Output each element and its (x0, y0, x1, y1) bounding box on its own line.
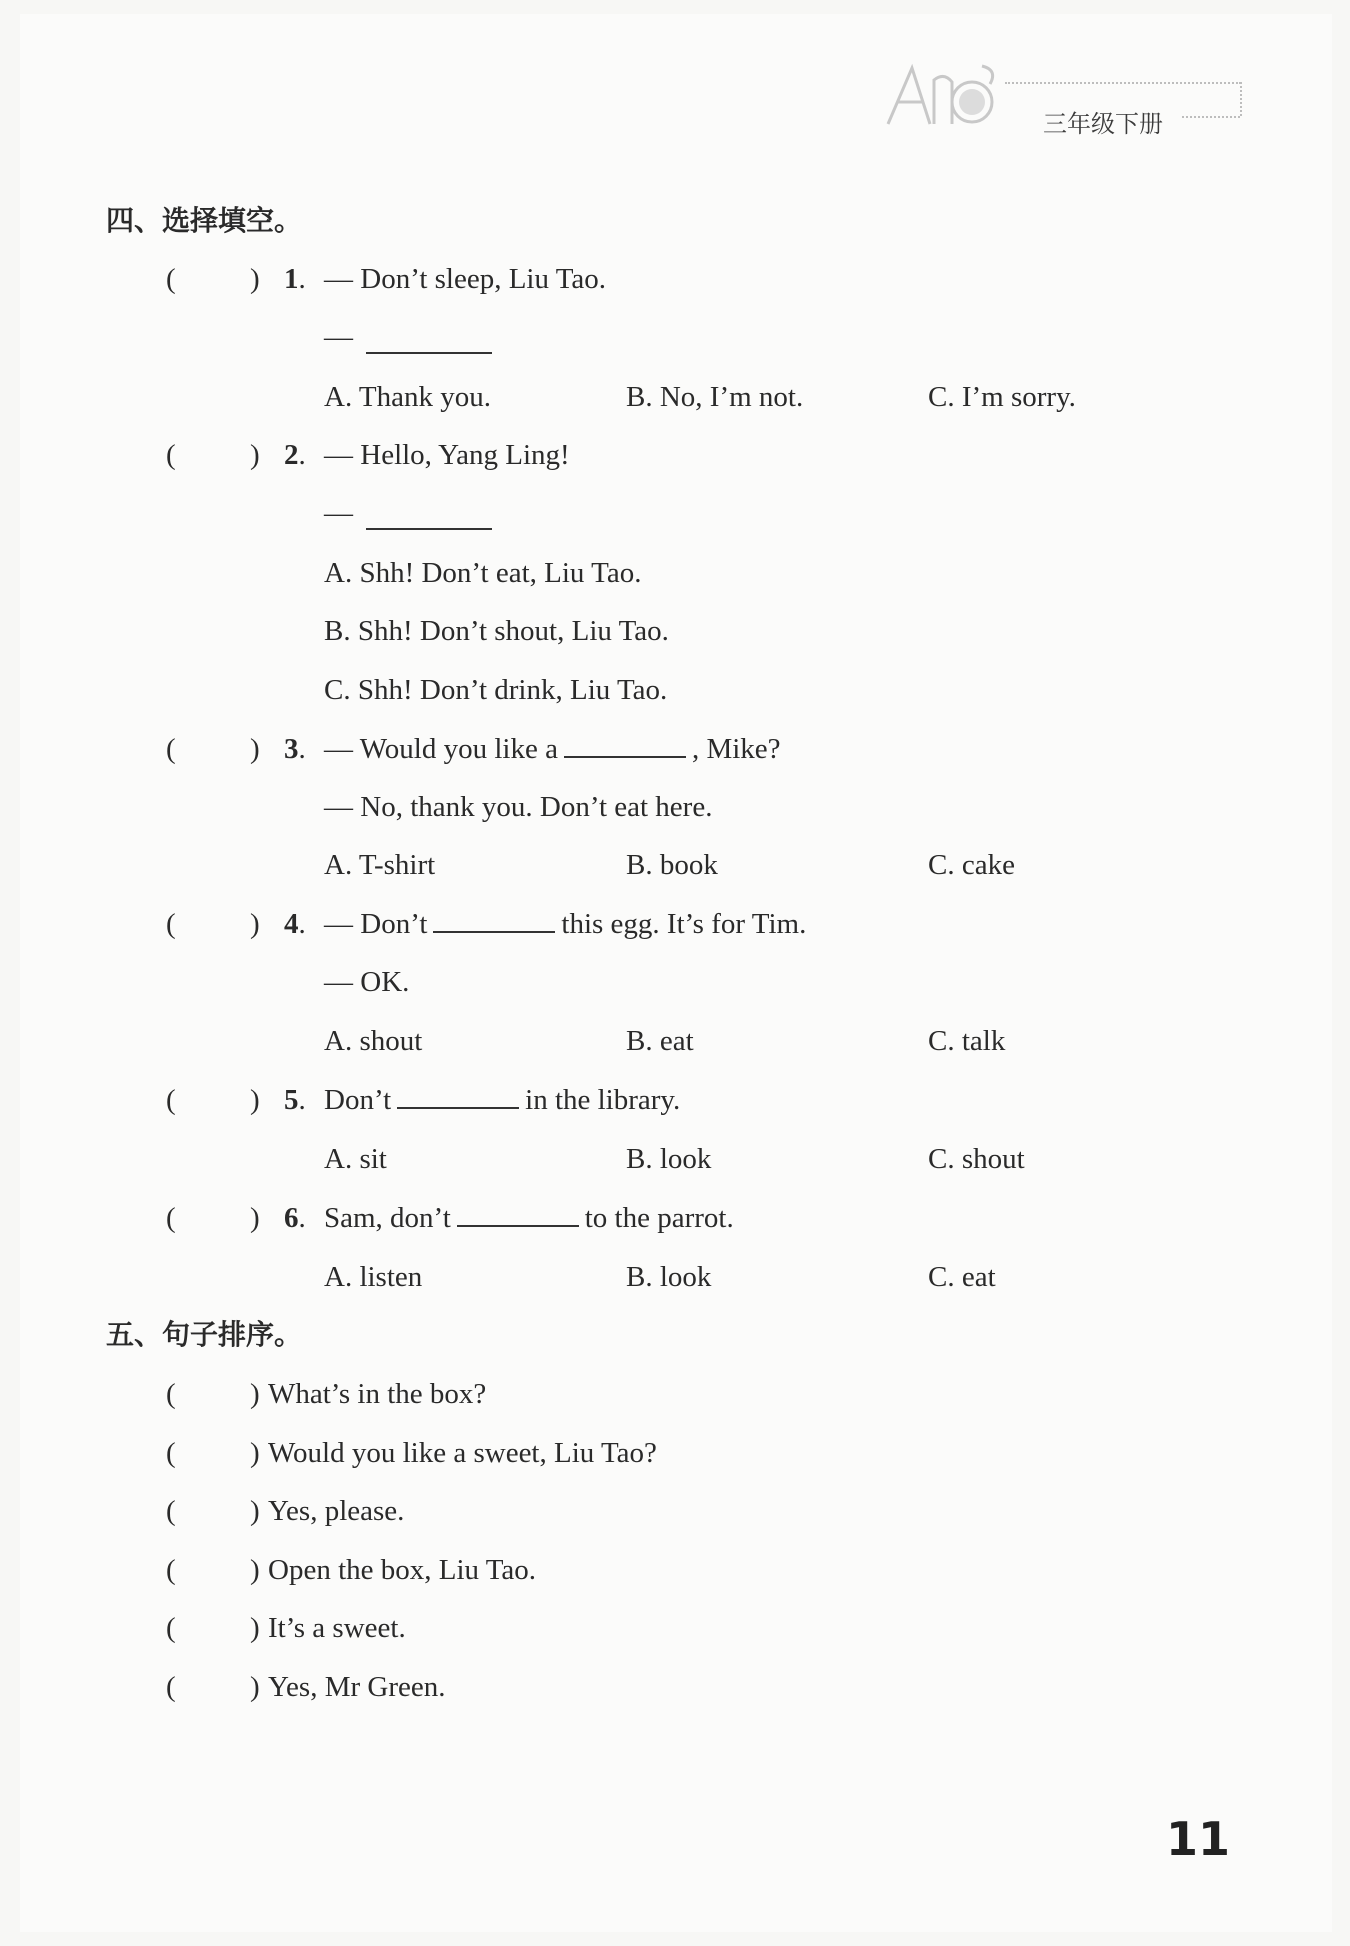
response-dash: — (324, 321, 353, 353)
answer-paren-close: ) (250, 1612, 260, 1644)
option-a: A. Shh! Don’t eat, Liu Tao. (324, 557, 642, 589)
question-number: 5. (284, 1084, 306, 1116)
option-c: C. Shh! Don’t drink, Liu Tao. (324, 674, 668, 706)
question-number: 4. (284, 908, 306, 940)
answer-paren-open: ( (166, 908, 176, 940)
answer-paren-close: ) (250, 1084, 260, 1116)
section-title: 五、句子排序。 (106, 1318, 303, 1351)
answer-paren-close: ) (250, 1554, 260, 1586)
option-c: C. I’m sorry. (928, 381, 1076, 413)
header-dotted-line (1005, 82, 1241, 84)
answer-blank[interactable] (366, 352, 492, 354)
answer-paren-close: ) (250, 733, 260, 765)
answer-paren-close: ) (250, 1202, 260, 1234)
option-b: B. Shh! Don’t shout, Liu Tao. (324, 615, 669, 647)
option-c: C. eat (928, 1261, 996, 1293)
answer-paren-open: ( (166, 439, 176, 471)
grade-label: 三年级下册 (1043, 110, 1163, 138)
question-number: 3. (284, 733, 306, 765)
answer-blank[interactable] (366, 528, 492, 530)
answer-paren-open: ( (166, 263, 176, 295)
answer-blank[interactable] (564, 734, 686, 758)
answer-blank[interactable] (397, 1085, 519, 1109)
question-text: — Don’t this egg. It’s for Tim. (324, 908, 807, 940)
option-b: B. look (626, 1261, 712, 1293)
question-number: 6. (284, 1202, 306, 1234)
worksheet-page (20, 14, 1332, 1932)
option-a: A. listen (324, 1261, 423, 1293)
answer-paren-open: ( (166, 1202, 176, 1234)
question-text: Don’t in the library. (324, 1084, 681, 1116)
option-b: B. No, I’m not. (626, 381, 804, 413)
option-c: C. talk (928, 1025, 1006, 1057)
option-c: C. cake (928, 849, 1015, 881)
question-number: 2. (284, 439, 306, 471)
sentence-text: Open the box, Liu Tao. (268, 1554, 537, 1586)
answer-blank[interactable] (457, 1203, 579, 1227)
answer-paren-close: ) (250, 908, 260, 940)
option-a: A. sit (324, 1143, 387, 1175)
book-logo-icon (882, 58, 1002, 134)
answer-paren-close: ) (250, 439, 260, 471)
answer-paren-open: ( (166, 733, 176, 765)
answer-paren-close: ) (250, 1437, 260, 1469)
sentence-text: Would you like a sweet, Liu Tao? (268, 1437, 657, 1469)
question-text: — Would you like a , Mike? (324, 733, 781, 765)
answer-paren-open: ( (166, 1437, 176, 1469)
sentence-text: What’s in the box? (268, 1378, 487, 1410)
question-number: 1. (284, 263, 306, 295)
answer-paren-open: ( (166, 1084, 176, 1116)
sentence-text: Yes, please. (268, 1495, 405, 1527)
header-dotted-line (1240, 82, 1242, 116)
option-b: B. eat (626, 1025, 694, 1057)
answer-paren-open: ( (166, 1671, 176, 1703)
answer-paren-open: ( (166, 1554, 176, 1586)
page-number: 11 (1166, 1812, 1231, 1866)
answer-paren-close: ) (250, 263, 260, 295)
option-b: B. look (626, 1143, 712, 1175)
answer-paren-open: ( (166, 1612, 176, 1644)
answer-paren-open: ( (166, 1378, 176, 1410)
answer-paren-close: ) (250, 1495, 260, 1527)
sentence-text: It’s a sweet. (268, 1612, 406, 1644)
header-dotted-line (1182, 116, 1240, 118)
question-text: — Don’t sleep, Liu Tao. (324, 263, 607, 295)
sentence-text: Yes, Mr Green. (268, 1671, 446, 1703)
question-text: — Hello, Yang Ling! (324, 439, 570, 471)
question-text: Sam, don’t to the parrot. (324, 1202, 734, 1234)
option-c: C. shout (928, 1143, 1025, 1175)
option-a: A. T-shirt (324, 849, 436, 881)
option-b: B. book (626, 849, 718, 881)
answer-paren-open: ( (166, 1495, 176, 1527)
answer-paren-close: ) (250, 1378, 260, 1410)
option-a: A. Thank you. (324, 381, 492, 413)
response-dash: — (324, 497, 353, 529)
answer-blank[interactable] (433, 909, 555, 933)
response-text: — OK. (324, 966, 410, 998)
section-title: 四、选择填空。 (106, 204, 303, 237)
response-text: — No, thank you. Don’t eat here. (324, 791, 713, 823)
answer-paren-close: ) (250, 1671, 260, 1703)
option-a: A. shout (324, 1025, 423, 1057)
